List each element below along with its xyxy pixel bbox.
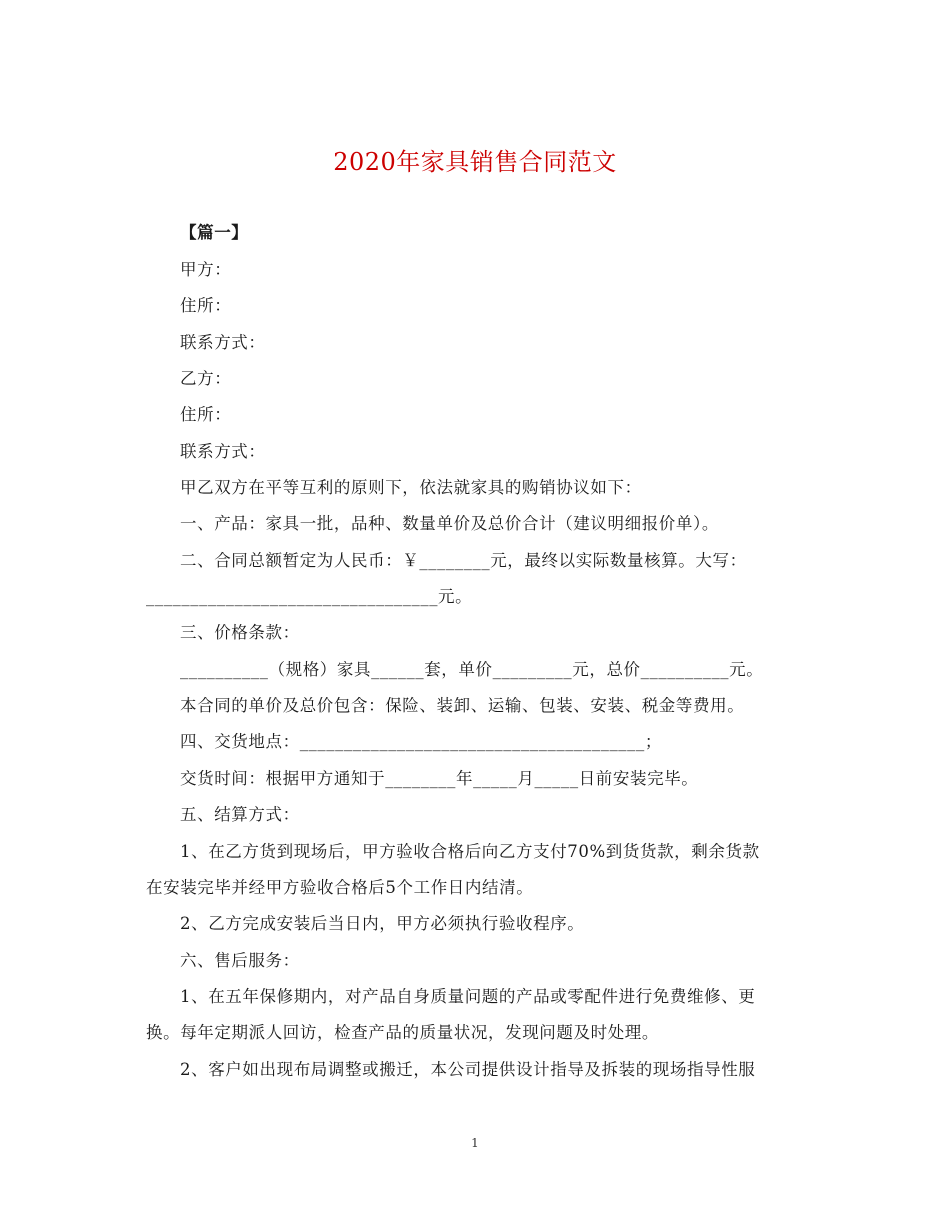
party-b-contact-label: 联系方式： [180, 442, 266, 461]
party-a-contact-label: 联系方式： [180, 333, 266, 352]
paragraph-text: __________（规格）家具______套，单价_________元，总价__________元。 [180, 660, 764, 679]
paragraph-text: 一、产品：家具一批，品种、数量单价及总价合计（建议明细报价单）。 [180, 514, 719, 533]
paragraph-text: 换。每年定期派人回访，检查产品的质量状况，发现问题及时处理。 [146, 1023, 659, 1042]
paragraph-text: 四、交货地点：_______________________________________； [180, 732, 662, 751]
page-number: 1 [471, 1136, 479, 1150]
party-b-label: 乙方： [180, 369, 232, 388]
party-a-label: 甲方： [180, 260, 232, 279]
document-title: 2020年家具销售合同范文 [333, 148, 617, 176]
paragraph-text: 在安装完毕并经甲方验收合格后5个工作日内结清。 [146, 878, 534, 897]
paragraph-text: 六、售后服务： [180, 951, 300, 970]
paragraph-text: 五、结算方式： [180, 805, 300, 824]
party-b-address-label: 住所： [180, 405, 232, 424]
paragraph-text: 三、价格条款： [180, 623, 300, 642]
paragraph-text: 1、在五年保修期内，对产品自身质量问题的产品或零配件进行免费维修、更 [180, 987, 756, 1006]
paragraph-text: 2、乙方完成安装后当日内，甲方必须执行验收程序。 [180, 914, 585, 933]
paragraph-text: _________________________________元。 [146, 587, 473, 606]
section-heading: 【篇一】 [180, 223, 249, 242]
paragraph-text: 1、在乙方货到现场后，甲方验收合格后向乙方支付70%到货货款，剩余货款 [180, 842, 760, 861]
paragraph-text: 2、客户如出现布局调整或搬迁，本公司提供设计指导及拆装的现场指导性服 [180, 1060, 756, 1079]
paragraph-text: 交货时间：根据甲方通知于________年_____月_____日前安装完毕。 [180, 769, 699, 788]
paragraph-text: 二、合同总额暂定为人民币：￥________元，最终以实际数量核算。大写： [180, 551, 747, 570]
paragraph-text: 甲乙双方在平等互利的原则下，依法就家具的购销协议如下： [180, 478, 642, 497]
party-a-address-label: 住所： [180, 296, 232, 315]
paragraph-text: 本合同的单价及总价包含：保险、装卸、运输、包装、安装、税金等费用。 [180, 696, 745, 715]
